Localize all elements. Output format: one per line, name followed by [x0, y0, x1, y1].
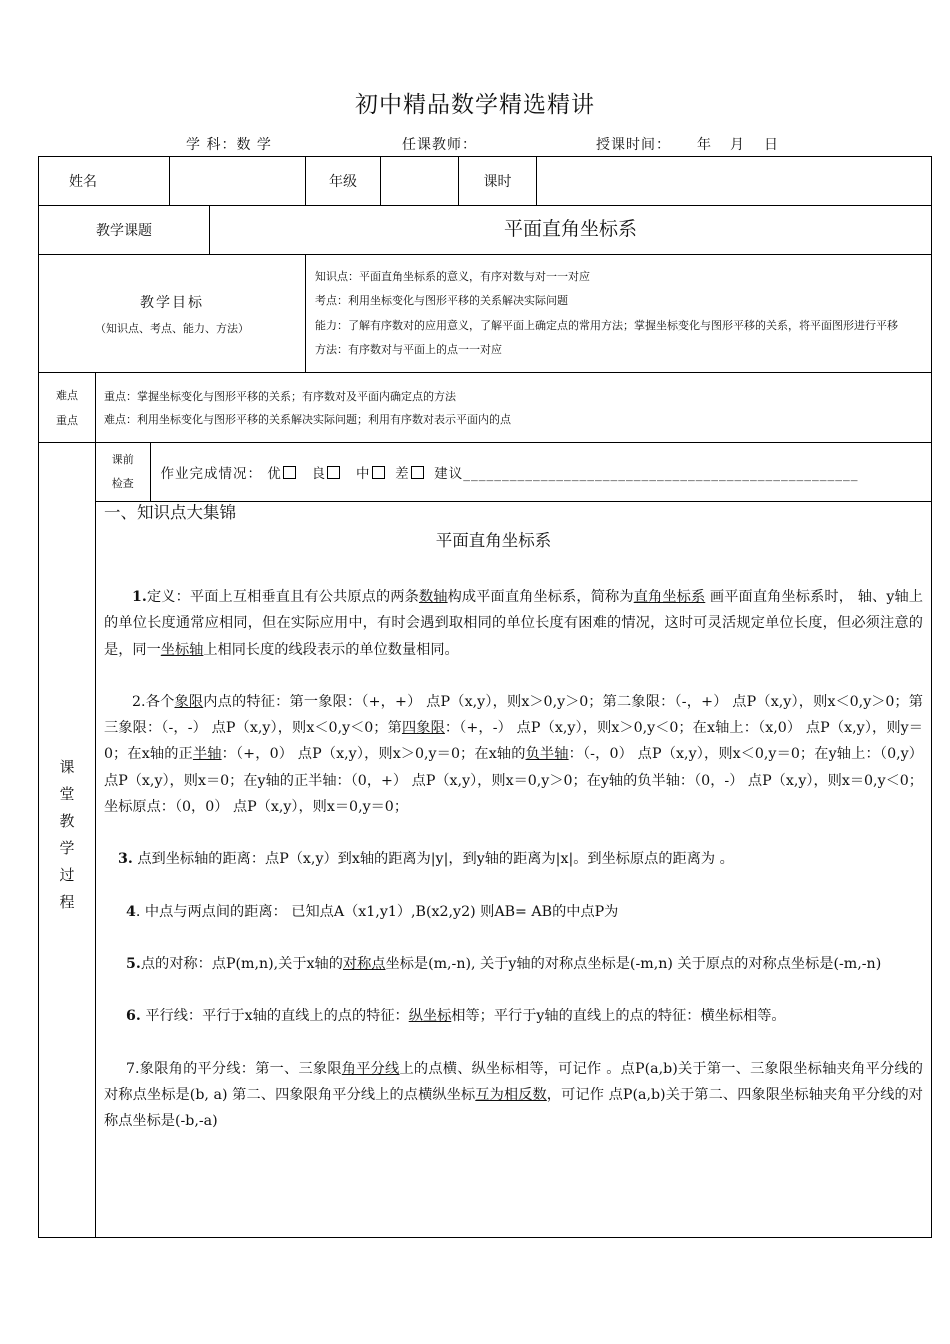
goal-ability: 能力：了解有序数对的应用意义，了解平面上确定点的常用方法；掌握坐标变化与图形平移的关系，将平面图形进行平移 [315, 318, 898, 332]
year-label: 年 [697, 137, 712, 153]
point-2-num: 2. [132, 693, 146, 710]
month-label: 月 [730, 137, 745, 153]
opt-mid-label: 中 [356, 466, 371, 482]
suggest-label: 建议 [434, 466, 464, 482]
point-2: 2.各个象限内点的特征：第一象限：（+，+） 点P（x,y），则x＞0,y＞0；第二象限：（-，+） 点P（x,y），则x＜0,y＞0；第三象限：（-，-） 点P（x,y），则x＜0,y＜0；第四象限：（+，-） 点P（x,y），则x＞0,y＜0；在x轴上：（x,0） 点P（x,y），则y＝0；在x轴的正半轴：（+，0） 点P（x,y），则x＞0,y＝0；在x轴的负半轴：（-，0） 点P（x,y），则x＜0,y＝0；在y轴上：（0,y） 点P（x,y），则x＝0；在y轴的正半轴：（0，+） 点P（x,y），则x＝0,y＞0；在y轴的负半轴：（0，-） 点P（x,y），则x＝0,y＜0；坐标原点：（0，0） 点P（x,y），则x＝0,y＝0； [104, 693, 923, 816]
goals-label-cell [39, 255, 306, 373]
point-7: 7.象限角的平分线：第一、三象限角平分线上的点横、纵坐标相等，可记作 。点P(a,b)关于第一、三象限坐标轴夹角平分线的对称点坐标是(b, a) 第二、四象限角平分线上的点横纵坐标互为相反数，可记作 点P(a,b)关于第二、四象限坐标轴夹角平分线的对称点坐标是(-b,-a) [104, 1060, 923, 1130]
name-value-cell[interactable] [170, 157, 306, 206]
name-label: 姓名 [39, 157, 170, 206]
excellent-checkbox[interactable] [283, 466, 296, 479]
day-label: 日 [764, 137, 779, 153]
goals-content [306, 255, 932, 373]
precheck-table [96, 443, 931, 502]
hours-label: 课时 [459, 157, 537, 206]
info-row [39, 157, 932, 206]
point-6: 6. 平行线：平行于x轴的直线上的点的特征：纵坐标相等；平行于y轴的直线上的点的特征：横坐标相等。 [126, 1008, 786, 1025]
homework-status [150, 443, 931, 502]
point-3: 3. 点到坐标轴的距离：点P（x,y）到x轴的距离为|y|，到y轴的距离为|x|。到坐标原点的距离为 。 [118, 851, 734, 868]
subject-label: 学 科：数 学 [186, 137, 272, 153]
poor-checkbox[interactable] [411, 466, 424, 479]
suggest-line[interactable]: ___________________________________________________ [463, 466, 859, 482]
goal-method: 方法：有序数对与平面上的点一一对应 [315, 343, 502, 356]
point-5-num: 5. [126, 955, 141, 972]
opt-good-label: 良 [311, 466, 327, 482]
homework-label: 作业完成情况： [160, 466, 262, 482]
difficulty-label: 难点 [56, 388, 78, 402]
grade-label: 年级 [306, 157, 381, 206]
hard-point: 难点：利用坐标变化与图形平移的关系解决实际问题；利用有序数对表示平面内的点 [104, 412, 511, 426]
goal-exam: 考点：利用坐标变化与图形平移的关系解决实际问题 [315, 294, 568, 307]
topic-label: 教学课题 [39, 206, 210, 255]
topic-value: 平面直角坐标系 [210, 206, 932, 255]
mid-checkbox[interactable] [372, 466, 385, 479]
difficulty-row [39, 373, 932, 443]
opt-poor-label: 差 [395, 466, 410, 482]
goal-knowledge: 知识点：平面直角坐标系的意义，有序对数与对一一对应 [315, 269, 590, 283]
time-label: 授课时间： [596, 137, 671, 153]
good-checkbox[interactable] [327, 466, 340, 479]
point-4: 4. 中点与两点间的距离： 已知点A（x1,y1）,B(x2,y2) 则AB= AB的中点P为 [126, 903, 619, 920]
point-3-num: 3. [118, 851, 133, 868]
point-7-num: 7. [126, 1060, 140, 1077]
section-subtitle: 平面直角坐标系 [435, 531, 552, 550]
difficulty-label-cell [39, 373, 96, 443]
keypoint-label: 重点 [56, 413, 78, 427]
teacher-label: 任课教师： [402, 137, 477, 153]
knowledge-points [96, 502, 931, 1134]
process-side-cell [39, 443, 96, 1238]
precheck-label-1: 课前 [111, 453, 134, 466]
hours-value-cell[interactable] [537, 157, 932, 206]
lesson-plan-table [38, 156, 932, 1238]
process-row [39, 443, 932, 1238]
goals-label: 教学目标 [140, 294, 204, 311]
precheck-label-cell [96, 443, 150, 502]
goals-sub-label: （知识点、考点、能力、方法） [95, 321, 249, 335]
goals-row [39, 255, 932, 373]
point-4-num: 4 [126, 903, 136, 920]
process-content [96, 443, 932, 1238]
point-5: 5.点的对称：点P(m,n),关于x轴的对称点坐标是(m,-n), 关于y轴的对称点坐标是(-m,n) 关于原点的对称点坐标是(-m,-n) [126, 955, 882, 972]
process-side-label: 课堂教学过程 [57, 759, 76, 921]
grade-value-cell[interactable] [381, 157, 459, 206]
key-point: 重点：掌握坐标变化与图形平移的关系；有序数对及平面内确定点的方法 [104, 389, 456, 403]
opt-excellent-label: 优 [267, 466, 282, 482]
point-1-num: 1. [132, 589, 147, 605]
difficulty-content [96, 373, 932, 443]
point-6-num: 6. [126, 1008, 141, 1025]
section-title: 一、知识点大集锦 [104, 503, 236, 522]
topic-row [39, 206, 932, 255]
document-title: 初中精品数学精选精讲 [355, 92, 595, 118]
point-1: 1.定义：平面上互相垂直且有公共原点的两条数轴构成平面直角坐标系，简称为直角坐标系 画平面直角坐标系时， 轴、y轴上的单位长度通常应相同，但在实际应用中，有时会遇到取相同的单位长度有困难的情况，这时可灵活规定单位长度，但必须注意的是，同一坐标轴上相同长度的线段表示的单位数量相同。 [104, 589, 923, 658]
precheck-label-2: 检查 [111, 477, 134, 490]
